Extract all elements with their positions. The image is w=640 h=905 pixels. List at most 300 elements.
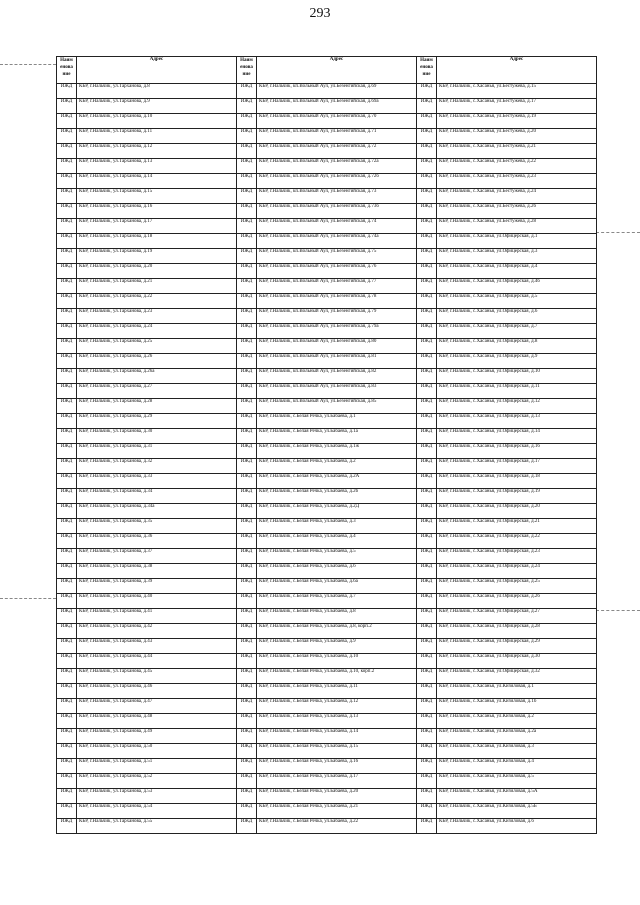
address-cell: КБР, г.Нальчик, ул.Тарханова, д.48 [77, 714, 237, 729]
header-name-line: Наим [240, 58, 253, 63]
building-type-cell: ИЖД [57, 144, 77, 159]
table-row [57, 609, 597, 624]
building-type-cell: ИЖД [57, 234, 77, 249]
building-type-cell: ИЖД [57, 579, 77, 594]
address-cell: КБР, г.Нальчик, с.Хасанья, ул.Офицерская, д.20 [437, 504, 597, 519]
address-cell: КБР, г.Нальчик, с.Хасанья, ул.Офицерская, д.13 [437, 414, 597, 429]
address-cell: КБР, г.Нальчик, ул.Тарханова, д.18 [77, 234, 237, 249]
building-type-cell: ИЖД [237, 504, 257, 519]
table-row [57, 819, 597, 834]
address-cell: КБР, г.Нальчик, ул.Тарханова, д.8 [77, 84, 237, 99]
table-row [57, 789, 597, 804]
building-type-cell: ИЖД [57, 114, 77, 129]
table-row [57, 744, 597, 759]
building-type-cell: ИЖД [417, 504, 437, 519]
building-type-cell: ИЖД [237, 474, 257, 489]
building-type-cell: ИЖД [417, 564, 437, 579]
address-cell: КБР, г.Нальчик, с.Белая Речка, ул.Бабаева, д.10 [257, 654, 417, 669]
address-cell: КБР, г.Нальчик, с.Хасанья, ул.Кизиловая, д.5Б [437, 804, 597, 819]
address-cell: КБР, г.Нальчик, ул.Тарханова, д.41 [77, 609, 237, 624]
building-type-cell: ИЖД [237, 699, 257, 714]
building-type-cell: ИЖД [237, 759, 257, 774]
address-cell: КБР, г.Нальчик, с.Хасанья, ул.Бестужева, д.21 [437, 144, 597, 159]
building-type-cell: ИЖД [237, 774, 257, 789]
address-cell: КБР, г.Нальчик, ул.Тарханова, д.19 [77, 249, 237, 264]
column-header-address: Адрес [77, 57, 237, 84]
building-type-cell: ИЖД [57, 519, 77, 534]
address-cell: КБР, г.Нальчик, с.Белая Речка, ул.Бабаева, д.8 [257, 609, 417, 624]
building-type-cell: ИЖД [417, 114, 437, 129]
building-type-cell: ИЖД [237, 249, 257, 264]
building-type-cell: ИЖД [417, 609, 437, 624]
address-cell: КБР, г.Нальчик, ул.Тарханова, д.52 [77, 774, 237, 789]
building-type-cell: ИЖД [57, 159, 77, 174]
building-type-cell: ИЖД [57, 654, 77, 669]
address-cell: КБР, г.Нальчик, ул.Тарханова, д.9 [77, 99, 237, 114]
table-row [57, 639, 597, 654]
address-cell: КБР, г.Нальчик, с.Хасанья, ул.Бестужева, д.26 [437, 204, 597, 219]
address-cell: КБР, г.Нальчик, с.Белая Речка, ул.Бабаева, д.6 [257, 564, 417, 579]
address-cell: КБР, г.Нальчик, ул.Тарханова, д.34а [77, 504, 237, 519]
building-type-cell: ИЖД [57, 534, 77, 549]
table-row [57, 249, 597, 264]
building-type-cell: ИЖД [237, 429, 257, 444]
building-type-cell: ИЖД [237, 264, 257, 279]
scan-artifact-line [0, 598, 56, 599]
address-cell: КБР, г.Нальчик, с.Хасанья, ул.Офицерская, д.32 [437, 669, 597, 684]
address-cell: КБР, г.Нальчик, с.Хасанья, ул.Кизиловая, д.1б [437, 699, 597, 714]
table-row [57, 264, 597, 279]
address-cell: КБР, г.Нальчик, ул.Тарханова, д.37 [77, 549, 237, 564]
building-type-cell: ИЖД [417, 144, 437, 159]
address-cell: КБР, г.Нальчик, кп.Вольный Аул, ул.Безенгийская, д.73 [257, 189, 417, 204]
address-cell: КБР, г.Нальчик, ул.Тарханова, д.46 [77, 684, 237, 699]
header-name-line: ние [242, 72, 251, 77]
table-row [57, 759, 597, 774]
address-cell: КБР, г.Нальчик, ул.Тарханова, д.24 [77, 324, 237, 339]
building-type-cell: ИЖД [57, 309, 77, 324]
building-type-cell: ИЖД [417, 234, 437, 249]
building-type-cell: ИЖД [417, 729, 437, 744]
building-type-cell: ИЖД [57, 129, 77, 144]
building-type-cell: ИЖД [237, 399, 257, 414]
address-cell: КБР, г.Нальчик, ул.Тарханова, д.51 [77, 759, 237, 774]
address-cell: КБР, г.Нальчик, ул.Тарханова, д.17 [77, 219, 237, 234]
table-row [57, 459, 597, 474]
address-cell: КБР, г.Нальчик, с.Белая Речка, ул.Бабаева, д.7 [257, 594, 417, 609]
address-cell: КБР, г.Нальчик, кп.Вольный Аул, ул.Безенгийская, д.77 [257, 279, 417, 294]
address-cell: КБР, г.Нальчик, с.Белая Речка, ул.Бабаева, д.16 [257, 759, 417, 774]
table-row [57, 729, 597, 744]
address-cell: КБР, г.Нальчик, кп.Вольный Аул, ул.Безенгийская, д.75 [257, 249, 417, 264]
building-type-cell: ИЖД [57, 414, 77, 429]
address-cell: КБР, г.Нальчик, с.Хасанья, ул.Офицерская, д.8 [437, 339, 597, 354]
scan-artifact-line [596, 232, 640, 233]
address-cell: КБР, г.Нальчик, кп.Вольный Аул, ул.Безенгийская, д.71 [257, 129, 417, 144]
building-type-cell: ИЖД [57, 174, 77, 189]
address-cell: КБР, г.Нальчик, ул.Тарханова, д.30 [77, 429, 237, 444]
building-type-cell: ИЖД [417, 804, 437, 819]
building-type-cell: ИЖД [237, 624, 257, 639]
address-cell: КБР, г.Нальчик, с.Хасанья, ул.Бестужева, д.22 [437, 159, 597, 174]
address-cell: КБР, г.Нальчик, с.Хасанья, ул.Офицерская, д.21 [437, 519, 597, 534]
address-cell: КБР, г.Нальчик, ул.Тарханова, д.33 [77, 474, 237, 489]
address-table [56, 56, 597, 834]
address-cell: КБР, г.Нальчик, ул.Тарханова, д.25 [77, 339, 237, 354]
address-cell: КБР, г.Нальчик, с.Белая Речка, ул.Бабаева, д.9 [257, 639, 417, 654]
address-cell: КБР, г.Нальчик, с.Хасанья, ул.Кизиловая, д.2а [437, 729, 597, 744]
building-type-cell: ИЖД [417, 399, 437, 414]
address-cell: КБР, г.Нальчик, с.Хасанья, ул.Офицерская, д.17 [437, 459, 597, 474]
address-cell: КБР, г.Нальчик, с.Белая Речка, ул.Бабаева, д.22 [257, 819, 417, 834]
address-cell: КБР, г.Нальчик, ул.Тарханова, д.22 [77, 294, 237, 309]
column-header-name [417, 57, 437, 84]
table-row [57, 369, 597, 384]
building-type-cell: ИЖД [57, 204, 77, 219]
address-cell: КБР, г.Нальчик, с.Хасанья, ул.Офицерская, д.7 [437, 324, 597, 339]
address-cell: КБР, г.Нальчик, кп.Вольный Аул, ул.Безенгийская, д.70 [257, 114, 417, 129]
building-type-cell: ИЖД [417, 744, 437, 759]
building-type-cell: ИЖД [57, 819, 77, 834]
building-type-cell: ИЖД [417, 534, 437, 549]
address-cell: КБР, г.Нальчик, с.Белая Речка, ул.Бабаева, д.2Д [257, 504, 417, 519]
building-type-cell: ИЖД [417, 459, 437, 474]
address-cell: КБР, г.Нальчик, ул.Тарханова, д.16 [77, 204, 237, 219]
building-type-cell: ИЖД [57, 699, 77, 714]
building-type-cell: ИЖД [417, 189, 437, 204]
building-type-cell: ИЖД [57, 684, 77, 699]
building-type-cell: ИЖД [417, 444, 437, 459]
building-type-cell: ИЖД [57, 474, 77, 489]
address-cell: КБР, г.Нальчик, с.Хасанья, ул.Офицерская, д.3 [437, 249, 597, 264]
building-type-cell: ИЖД [57, 504, 77, 519]
address-cell: КБР, г.Нальчик, с.Белая Речка, ул.Бабаева, д.21 [257, 804, 417, 819]
address-cell: КБР, г.Нальчик, с.Хасанья, ул.Кизиловая, д.4 [437, 759, 597, 774]
address-cell: КБР, г.Нальчик, с.Белая Речка, ул.Бабаева, д.15 [257, 744, 417, 759]
table-row [57, 714, 597, 729]
address-cell: КБР, г.Нальчик, с.Хасанья, ул.Офицерская, д.23 [437, 549, 597, 564]
table-row [57, 279, 597, 294]
address-cell: КБР, г.Нальчик, с.Хасанья, ул.Офицерская, д.28 [437, 624, 597, 639]
header-name-line: енова [60, 65, 73, 70]
table-body [57, 84, 597, 834]
building-type-cell: ИЖД [237, 789, 257, 804]
address-cell: КБР, г.Нальчик, ул.Тарханова, д.29 [77, 414, 237, 429]
address-cell: КБР, г.Нальчик, с.Хасанья, ул.Офицерская, д.4б [437, 279, 597, 294]
building-type-cell: ИЖД [237, 549, 257, 564]
address-cell: КБР, г.Нальчик, ул.Тарханова, д.36 [77, 534, 237, 549]
building-type-cell: ИЖД [57, 669, 77, 684]
building-type-cell: ИЖД [57, 189, 77, 204]
address-cell: КБР, г.Нальчик, ул.Тарханова, д.50 [77, 744, 237, 759]
address-cell: КБР, г.Нальчик, кп.Вольный Аул, ул.Безенгийская, д.69а [257, 99, 417, 114]
building-type-cell: ИЖД [237, 159, 257, 174]
building-type-cell: ИЖД [237, 309, 257, 324]
building-type-cell: ИЖД [237, 219, 257, 234]
building-type-cell: ИЖД [237, 114, 257, 129]
table-row [57, 654, 597, 669]
building-type-cell: ИЖД [237, 819, 257, 834]
table-row [57, 624, 597, 639]
address-cell: КБР, г.Нальчик, ул.Тарханова, д.28 [77, 399, 237, 414]
building-type-cell: ИЖД [237, 354, 257, 369]
address-cell: КБР, г.Нальчик, кп.Вольный Аул, ул.Безенгийская, д.79а [257, 324, 417, 339]
building-type-cell: ИЖД [237, 189, 257, 204]
address-cell: КБР, г.Нальчик, кп.Вольный Аул, ул.Безенгийская, д.82 [257, 369, 417, 384]
building-type-cell: ИЖД [57, 804, 77, 819]
address-cell: КБР, г.Нальчик, кп.Вольный Аул, ул.Безенгийская, д.72а [257, 159, 417, 174]
building-type-cell: ИЖД [57, 594, 77, 609]
column-header-address: Адрес [437, 57, 597, 84]
table-row [57, 204, 597, 219]
building-type-cell: ИЖД [237, 279, 257, 294]
building-type-cell: ИЖД [417, 759, 437, 774]
table-row [57, 534, 597, 549]
page-number: 293 [309, 6, 331, 21]
table-row [57, 429, 597, 444]
building-type-cell: ИЖД [57, 459, 77, 474]
header-name-line: ние [422, 72, 431, 77]
building-type-cell: ИЖД [237, 564, 257, 579]
building-type-cell: ИЖД [57, 294, 77, 309]
building-type-cell: ИЖД [237, 729, 257, 744]
address-cell: КБР, г.Нальчик, ул.Тарханова, д.32 [77, 459, 237, 474]
address-cell: КБР, г.Нальчик, с.Хасанья, ул.Офицерская, д.12 [437, 399, 597, 414]
table-row [57, 399, 597, 414]
building-type-cell: ИЖД [57, 354, 77, 369]
address-cell: КБР, г.Нальчик, с.Хасанья, ул.Офицерская, д.29 [437, 639, 597, 654]
building-type-cell: ИЖД [237, 744, 257, 759]
address-cell: КБР, г.Нальчик, с.Белая Речка, ул.Бабаева, д.2б [257, 489, 417, 504]
address-cell: КБР, г.Нальчик, с.Хасанья, ул.Офицерская, д.1 [437, 234, 597, 249]
address-cell: КБР, г.Нальчик, ул.Тарханова, д.43 [77, 639, 237, 654]
building-type-cell: ИЖД [417, 489, 437, 504]
address-cell: КБР, г.Нальчик, ул.Тарханова, д.20 [77, 264, 237, 279]
address-cell: КБР, г.Нальчик, с.Хасанья, ул.Офицерская, д.22 [437, 534, 597, 549]
table-row [57, 669, 597, 684]
address-cell: КБР, г.Нальчик, ул.Тарханова, д.35 [77, 519, 237, 534]
building-type-cell: ИЖД [417, 669, 437, 684]
building-type-cell: ИЖД [237, 444, 257, 459]
building-type-cell: ИЖД [237, 804, 257, 819]
building-type-cell: ИЖД [237, 579, 257, 594]
address-cell: КБР, г.Нальчик, с.Хасанья, ул.Офицерская, д.16 [437, 444, 597, 459]
building-type-cell: ИЖД [237, 519, 257, 534]
table-row [57, 594, 597, 609]
building-type-cell: ИЖД [417, 519, 437, 534]
table-row [57, 489, 597, 504]
address-cell: КБР, г.Нальчик, ул.Тарханова, д.44 [77, 654, 237, 669]
address-cell: КБР, г.Нальчик, с.Хасанья, ул.Офицерская, д.10 [437, 369, 597, 384]
building-type-cell: ИЖД [417, 354, 437, 369]
building-type-cell: ИЖД [57, 369, 77, 384]
building-type-cell: ИЖД [417, 654, 437, 669]
building-type-cell: ИЖД [57, 249, 77, 264]
column-header-address: Адрес [257, 57, 417, 84]
column-header-name [57, 57, 77, 84]
table-row [57, 174, 597, 189]
address-cell: КБР, г.Нальчик, ул.Тарханова, д.13 [77, 159, 237, 174]
building-type-cell: ИЖД [57, 564, 77, 579]
building-type-cell: ИЖД [237, 144, 257, 159]
address-cell: КБР, г.Нальчик, с.Хасанья, ул.Кизиловая, д.5А [437, 789, 597, 804]
building-type-cell: ИЖД [417, 579, 437, 594]
building-type-cell: ИЖД [237, 384, 257, 399]
address-cell: КБР, г.Нальчик, с.Белая Речка, ул.Бабаева, д.2А [257, 474, 417, 489]
address-cell: КБР, г.Нальчик, с.Белая Речка, ул.Бабаева, д.6а [257, 579, 417, 594]
building-type-cell: ИЖД [57, 279, 77, 294]
building-type-cell: ИЖД [237, 654, 257, 669]
address-cell: КБР, г.Нальчик, кп.Вольный Аул, ул.Безенгийская, д.74а [257, 234, 417, 249]
building-type-cell: ИЖД [237, 84, 257, 99]
building-type-cell: ИЖД [417, 819, 437, 834]
address-cell: КБР, г.Нальчик, ул.Тарханова, д.26 [77, 354, 237, 369]
building-type-cell: ИЖД [237, 609, 257, 624]
building-type-cell: ИЖД [237, 369, 257, 384]
building-type-cell: ИЖД [57, 489, 77, 504]
address-cell: КБР, г.Нальчик, ул.Тарханова, д.42 [77, 624, 237, 639]
building-type-cell: ИЖД [57, 399, 77, 414]
address-cell: КБР, г.Нальчик, с.Белая Речка, ул.Бабаева, д.20 [257, 789, 417, 804]
building-type-cell: ИЖД [237, 204, 257, 219]
address-cell: КБР, г.Нальчик, с.Хасанья, ул.Бестужева, д.24 [437, 189, 597, 204]
building-type-cell: ИЖД [237, 174, 257, 189]
address-cell: КБР, г.Нальчик, ул.Тарханова, д.38 [77, 564, 237, 579]
building-type-cell: ИЖД [417, 309, 437, 324]
address-cell: КБР, г.Нальчик, с.Хасанья, ул.Офицерская, д.27 [437, 609, 597, 624]
building-type-cell: ИЖД [417, 99, 437, 114]
building-type-cell: ИЖД [57, 729, 77, 744]
building-type-cell: ИЖД [237, 534, 257, 549]
building-type-cell: ИЖД [417, 369, 437, 384]
address-cell: КБР, г.Нальчик, с.Хасанья, ул.Бестужева, д.15 [437, 84, 597, 99]
building-type-cell: ИЖД [237, 639, 257, 654]
building-type-cell: ИЖД [417, 414, 437, 429]
address-cell: КБР, г.Нальчик, ул.Тарханова, д.14 [77, 174, 237, 189]
scan-artifact-line [0, 64, 56, 65]
table-row [57, 354, 597, 369]
address-cell: КБР, г.Нальчик, с.Хасанья, ул.Офицерская, д.25 [437, 579, 597, 594]
header-name-line: Наим [60, 58, 73, 63]
address-cell: КБР, г.Нальчик, с.Белая Речка, ул.Бабаева, д.8, корп.2 [257, 624, 417, 639]
building-type-cell: ИЖД [57, 744, 77, 759]
table-row [57, 219, 597, 234]
address-cell: КБР, г.Нальчик, с.Хасанья, ул.Офицерская, д.11 [437, 384, 597, 399]
address-cell: КБР, г.Нальчик, с.Хасанья, ул.Офицерская, д.19 [437, 489, 597, 504]
table-row [57, 309, 597, 324]
table-row [57, 129, 597, 144]
address-cell: КБР, г.Нальчик, кп.Вольный Аул, ул.Безенгийская, д.76 [257, 264, 417, 279]
building-type-cell: ИЖД [57, 384, 77, 399]
header-name-line: енова [420, 65, 433, 70]
building-type-cell: ИЖД [237, 459, 257, 474]
address-cell: КБР, г.Нальчик, с.Хасанья, ул.Офицерская, д.6 [437, 309, 597, 324]
building-type-cell: ИЖД [417, 474, 437, 489]
building-type-cell: ИЖД [237, 129, 257, 144]
address-cell: КБР, г.Нальчик, с.Хасанья, ул.Кизиловая, д.3 [437, 744, 597, 759]
building-type-cell: ИЖД [417, 129, 437, 144]
address-cell: КБР, г.Нальчик, с.Белая Речка, ул.Бабаева, д.1ж [257, 444, 417, 459]
table-row [57, 384, 597, 399]
address-cell: КБР, г.Нальчик, кп.Вольный Аул, ул.Безенгийская, д.74 [257, 219, 417, 234]
address-cell: КБР, г.Нальчик, с.Хасанья, ул.Офицерская, д.14 [437, 429, 597, 444]
building-type-cell: ИЖД [237, 684, 257, 699]
building-type-cell: ИЖД [57, 774, 77, 789]
address-cell: КБР, г.Нальчик, ул.Тарханова, д.34 [77, 489, 237, 504]
address-cell: КБР, г.Нальчик, с.Хасанья, ул.Бестужева, д.23 [437, 174, 597, 189]
building-type-cell: ИЖД [417, 204, 437, 219]
building-type-cell: ИЖД [417, 84, 437, 99]
table-row [57, 159, 597, 174]
address-cell: КБР, г.Нальчик, с.Белая Речка, ул.Бабаева, д.4 [257, 534, 417, 549]
building-type-cell: ИЖД [237, 294, 257, 309]
table-row [57, 504, 597, 519]
building-type-cell: ИЖД [417, 684, 437, 699]
address-cell: КБР, г.Нальчик, кп.Вольный Аул, ул.Безенгийская, д.79 [257, 309, 417, 324]
building-type-cell: ИЖД [237, 234, 257, 249]
address-cell: КБР, г.Нальчик, кп.Вольный Аул, ул.Безенгийская, д.80 [257, 339, 417, 354]
building-type-cell: ИЖД [57, 714, 77, 729]
address-cell: КБР, г.Нальчик, ул.Тарханова, д.10 [77, 114, 237, 129]
address-cell: КБР, г.Нальчик, ул.Тарханова, д.55 [77, 819, 237, 834]
address-cell: КБР, г.Нальчик, с.Хасанья, ул.Кизиловая, д.2 [437, 714, 597, 729]
address-cell: КБР, г.Нальчик, с.Белая Речка, ул.Бабаева, д.17 [257, 774, 417, 789]
table-row [57, 99, 597, 114]
header-name-line: Наим [420, 58, 433, 63]
building-type-cell: ИЖД [237, 714, 257, 729]
address-cell: КБР, г.Нальчик, ул.Тарханова, д.26а [77, 369, 237, 384]
address-cell: КБР, г.Нальчик, кп.Вольный Аул, ул.Безенгийская, д.85 [257, 399, 417, 414]
address-cell: КБР, г.Нальчик, кп.Вольный Аул, ул.Безенгийская, д.81 [257, 354, 417, 369]
address-cell: КБР, г.Нальчик, ул.Тарханова, д.53 [77, 789, 237, 804]
address-cell: КБР, г.Нальчик, ул.Тарханова, д.11 [77, 129, 237, 144]
building-type-cell: ИЖД [417, 294, 437, 309]
address-cell: КБР, г.Нальчик, с.Хасанья, ул.Офицерская, д.26 [437, 594, 597, 609]
table-row [57, 414, 597, 429]
address-cell: КБР, г.Нальчик, ул.Тарханова, д.47 [77, 699, 237, 714]
building-type-cell: ИЖД [417, 639, 437, 654]
address-cell: КБР, г.Нальчик, ул.Тарханова, д.21 [77, 279, 237, 294]
building-type-cell: ИЖД [417, 714, 437, 729]
table-row [57, 84, 597, 99]
address-cell: КБР, г.Нальчик, с.Хасанья, ул.Офицерская, д.30 [437, 654, 597, 669]
address-cell: КБР, г.Нальчик, ул.Тарханова, д.45 [77, 669, 237, 684]
table-row [57, 684, 597, 699]
address-cell: КБР, г.Нальчик, с.Белая Речка, ул.Бабаева, д.2 [257, 459, 417, 474]
address-cell: КБР, г.Нальчик, ул.Тарханова, д.49 [77, 729, 237, 744]
address-cell: КБР, г.Нальчик, с.Белая Речка, ул.Бабаева, д.12 [257, 699, 417, 714]
address-cell: КБР, г.Нальчик, с.Белая Речка, ул.Бабаева, д.13 [257, 714, 417, 729]
building-type-cell: ИЖД [57, 444, 77, 459]
header-name-line: ние [62, 72, 71, 77]
building-type-cell: ИЖД [57, 429, 77, 444]
building-type-cell: ИЖД [237, 339, 257, 354]
building-type-cell: ИЖД [417, 774, 437, 789]
address-cell: КБР, г.Нальчик, с.Хасанья, ул.Кизиловая, д.1 [437, 684, 597, 699]
address-cell: КБР, г.Нальчик, с.Белая Речка, ул.Бабаева, д.5 [257, 549, 417, 564]
building-type-cell: ИЖД [57, 639, 77, 654]
table-row [57, 519, 597, 534]
building-type-cell: ИЖД [57, 264, 77, 279]
scan-artifact-line [596, 610, 640, 611]
table-row [57, 114, 597, 129]
address-cell: КБР, г.Нальчик, с.Белая Речка, ул.Бабаева, д.3 [257, 519, 417, 534]
address-cell: КБР, г.Нальчик, кп.Вольный Аул, ул.Безенгийская, д.72 [257, 144, 417, 159]
address-cell: КБР, г.Нальчик, с.Белая Речка, ул.Бабаева, д.1а [257, 429, 417, 444]
table-row [57, 234, 597, 249]
address-cell: КБР, г.Нальчик, с.Хасанья, ул.Офицерская, д.5 [437, 294, 597, 309]
header-name-line: енова [240, 65, 253, 70]
